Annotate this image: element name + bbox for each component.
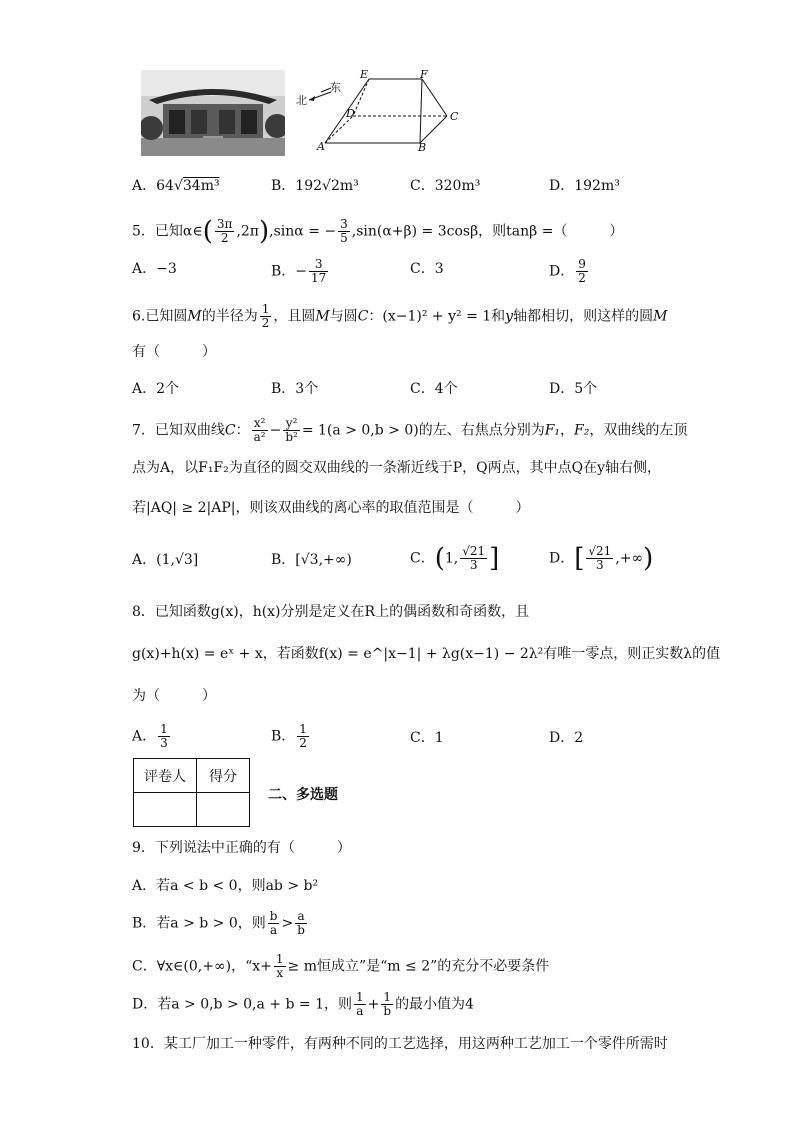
q9-stem: 9．下列说法中正确的有（ ） [132, 840, 351, 856]
q6-stem-line1: 6.已知圆M的半径为 $\frac{1}{2}$ ，且圆M与圆C：(x−1)² + y² = 1和y轴都相切，则这样的圆M [132, 302, 668, 330]
q8-option-a: A． $\frac{1}{3}$ [132, 722, 168, 750]
q4-option-d: D．192m³ [549, 178, 620, 194]
q4-option-a: A．64√34m³ [132, 178, 220, 194]
q7-stem-line2: 点为A，以F₁F₂为直径的圆交双曲线的一条渐近线于P，Q两点，其中点Q在y轴右侧， [132, 460, 662, 476]
compass-east: 东 [330, 81, 341, 94]
q8-option-c: C．1 [410, 730, 444, 746]
q7-option-b: B．[√3,+∞) [271, 552, 352, 568]
q8-option-d: D．2 [549, 730, 584, 746]
q6-option-b: B．3个 [271, 381, 319, 397]
q4-option-c: C．320m³ [410, 178, 481, 194]
q6-option-c: C．4个 [410, 381, 458, 397]
q8-stem-line2: g(x)+h(x) = eˣ + x，若函数f(x) = e^|x−1| + λg(x−1) − 2λ²有唯一零点，则正实数λ的值 [132, 646, 721, 662]
label-D: D [346, 107, 355, 120]
q5-option-c: C．3 [410, 261, 444, 277]
grader-cell[interactable] [134, 793, 197, 827]
q5-option-b: B．− $\frac{3}{17}$ [271, 257, 327, 285]
temple-photo [141, 70, 285, 156]
q7-stem-line3: 若|AQ| ≥ 2|AP|，则该双曲线的离心率的取值范围是（ ） [132, 500, 530, 516]
q9-option-d: D．若a > 0,b > 0,a + b = 1，则 $\frac{1}{a}$ + $\frac{1}{b}$ 的最小值为4 [132, 990, 474, 1018]
q7-stem-line1: 7．已知双曲线C： $\frac{\text{x²}}{\text{a²}}$ − $\frac{\text{y²}}{\text{b²}}$ = 1(a > 0,b > 0)的左、右焦点分别为F₁，F₂，双曲线的左顶 [132, 416, 688, 444]
q10-stem: 10．某工厂加工一种零件，有两种不同的工艺选择，用这两种工艺加工一个零件所需时 [132, 1036, 668, 1052]
q4-option-b: B．192√2m³ [271, 178, 359, 194]
label-E: E [360, 68, 369, 81]
q5-option-d: D． $\frac{9}{2}$ [549, 257, 586, 285]
q8-stem-line3: 为（ ） [132, 688, 216, 704]
score-cell[interactable] [197, 793, 250, 827]
q8-option-b: B． $\frac{1}{2}$ [271, 722, 307, 750]
section-title: 二、多选题 [268, 787, 338, 803]
score-header: 得分 [197, 759, 250, 793]
q9-option-a: A．若a < b < 0，则ab > b² [132, 878, 319, 894]
label-B: B [418, 141, 427, 154]
q7-option-d: D．[ $\frac{√21}{3}$ ,+∞) [549, 543, 654, 574]
q9-option-c: C．∀x∈(0,+∞)，“x+ $\frac{1}{x}$ ≥ m恒成立”是“m ≤ 2”的充分不必要条件 [132, 952, 550, 980]
compass-north: 北 [296, 94, 307, 107]
label-C: C [450, 110, 459, 123]
q5-option-a: A．−3 [132, 261, 177, 277]
q8-stem-line1: 8．已知函数g(x)，h(x)分别是定义在R上的偶函数和奇函数，且 [132, 604, 530, 620]
grader-header: 评卷人 [134, 759, 197, 793]
q6-option-d: D．5个 [549, 381, 598, 397]
q9-option-b: B．若a > b > 0，则 $\frac{b}{a}$ > $\frac{a}{b}$ [132, 909, 305, 937]
q6-option-a: A．2个 [132, 381, 180, 397]
q6-stem-line2: 有（ ） [132, 344, 216, 360]
label-F: F [420, 68, 428, 81]
label-A: A [317, 140, 325, 153]
q7-option-c: C．(1, $\frac{√21}{3}$ ] [410, 543, 500, 574]
score-table [133, 758, 250, 827]
q5-stem: 5．已知α∈( $\frac{3\pi}{2}$ ,2π),sinα = − $\frac{3}{5}$ ,sin(α+β) = 3cosβ，则tanβ =（ ） [132, 216, 624, 247]
q7-option-a: A．(1,√3] [132, 552, 199, 568]
